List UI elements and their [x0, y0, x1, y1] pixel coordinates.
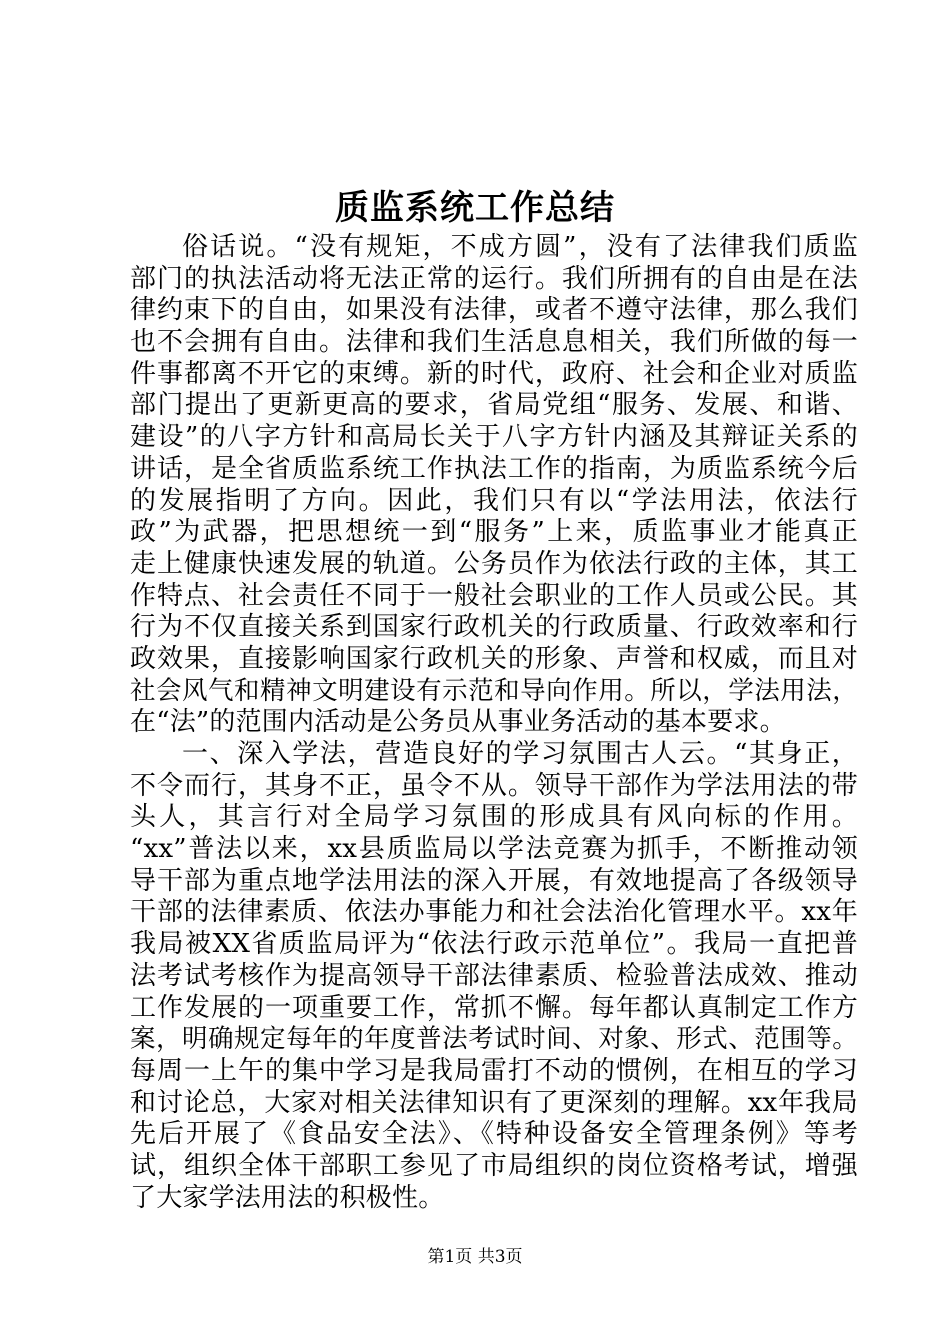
text-line: 不令而行，其身不正，虽令不从。领导干部作为学法用法的带: [130, 770, 858, 801]
text-line: 头人，其言行对全局学习氛围的形成具有风向标的作用。: [130, 802, 858, 833]
text-line: 俗话说。“没有规矩，不成方圆”，没有了法律我们质监: [182, 232, 858, 262]
text-line: 的发展指明了方向。因此，我们只有以“学法用法，依法行: [130, 485, 858, 516]
text-line: 社会风气和精神文明建设有示范和导向作用。所以，学法用法，: [130, 675, 858, 706]
text-line: 干部的法律素质、依法办事能力和社会法治化管理水平。xx年: [130, 897, 858, 928]
text-line: 部门提出了更新更高的要求，省局党组“服务、发展、和谐、: [130, 390, 858, 421]
text-line: 也不会拥有自由。法律和我们生活息息相关，我们所做的每一: [130, 327, 858, 358]
text-line: 我局被XX省质监局评为“依法行政示范单位”。我局一直把普: [130, 929, 858, 960]
text-line: 了大家学法用法的积极性。: [130, 1182, 445, 1213]
text-line: 走上健康快速发展的轨道。公务员作为依法行政的主体，其工: [130, 548, 858, 579]
text-line: 先后开展了《食品安全法》、《特种设备安全管理条例》等考: [130, 1119, 858, 1150]
text-line: 一、深入学法，营造良好的学习氛围古人云。“其身正，: [182, 739, 858, 769]
text-line: 试，组织全体干部职工参见了市局组织的岗位资格考试，增强: [130, 1150, 858, 1181]
text-line: 导干部为重点地学法用法的深入开展，有效地提高了各级领导: [130, 865, 858, 896]
text-line: 作特点、社会责任不同于一般社会职业的工作人员或公民。其: [130, 580, 858, 611]
text-line: 件事都离不开它的束缚。新的时代，政府、社会和企业对质监: [130, 358, 858, 389]
text-line: 和讨论总，大家对相关法律知识有了更深刻的理解。xx年我局: [130, 1087, 858, 1118]
text-line: 工作发展的一项重要工作，常抓不懈。每年都认真制定工作方: [130, 992, 858, 1023]
text-line: 每周一上午的集中学习是我局雷打不动的惯例，在相互的学习: [130, 1055, 858, 1086]
text-line: 法考试考核作为提高领导干部法律素质、检验普法成效、推动: [130, 960, 858, 991]
document-title: 质监系统工作总结: [335, 188, 615, 228]
text-line: 案，明确规定每年的年度普法考试时间、对象、形式、范围等。: [130, 1024, 858, 1055]
text-line: 行为不仅直接关系到国家行政机关的行政质量、行政效率和行: [130, 612, 858, 643]
text-line: 律约束下的自由，如果没有法律，或者不遵守法律，那么我们: [130, 295, 858, 326]
text-line: 政效果，直接影响国家行政机关的形象、声誉和权威，而且对: [130, 643, 858, 674]
text-line: “xx”普法以来，xx县质监局以学法竞赛为抓手，不断推动领: [130, 834, 858, 865]
text-line: 部门的执法活动将无法正常的运行。我们所拥有的自由是在法: [130, 263, 858, 294]
document-body: [130, 232, 858, 1214]
page-number-footer: 第1页 共3页: [427, 1247, 523, 1267]
text-line: 在“法”的范围内活动是公务员从事业务活动的基本要求。: [130, 707, 786, 738]
text-line: 建设”的八字方针和高局长关于八字方针内涵及其辩证关系的: [130, 422, 858, 453]
text-line: 政”为武器，把思想统一到“服务”上来，质监事业才能真正: [130, 517, 858, 548]
text-line: 讲话，是全省质监系统工作执法工作的指南，为质监系统今后: [130, 453, 858, 484]
